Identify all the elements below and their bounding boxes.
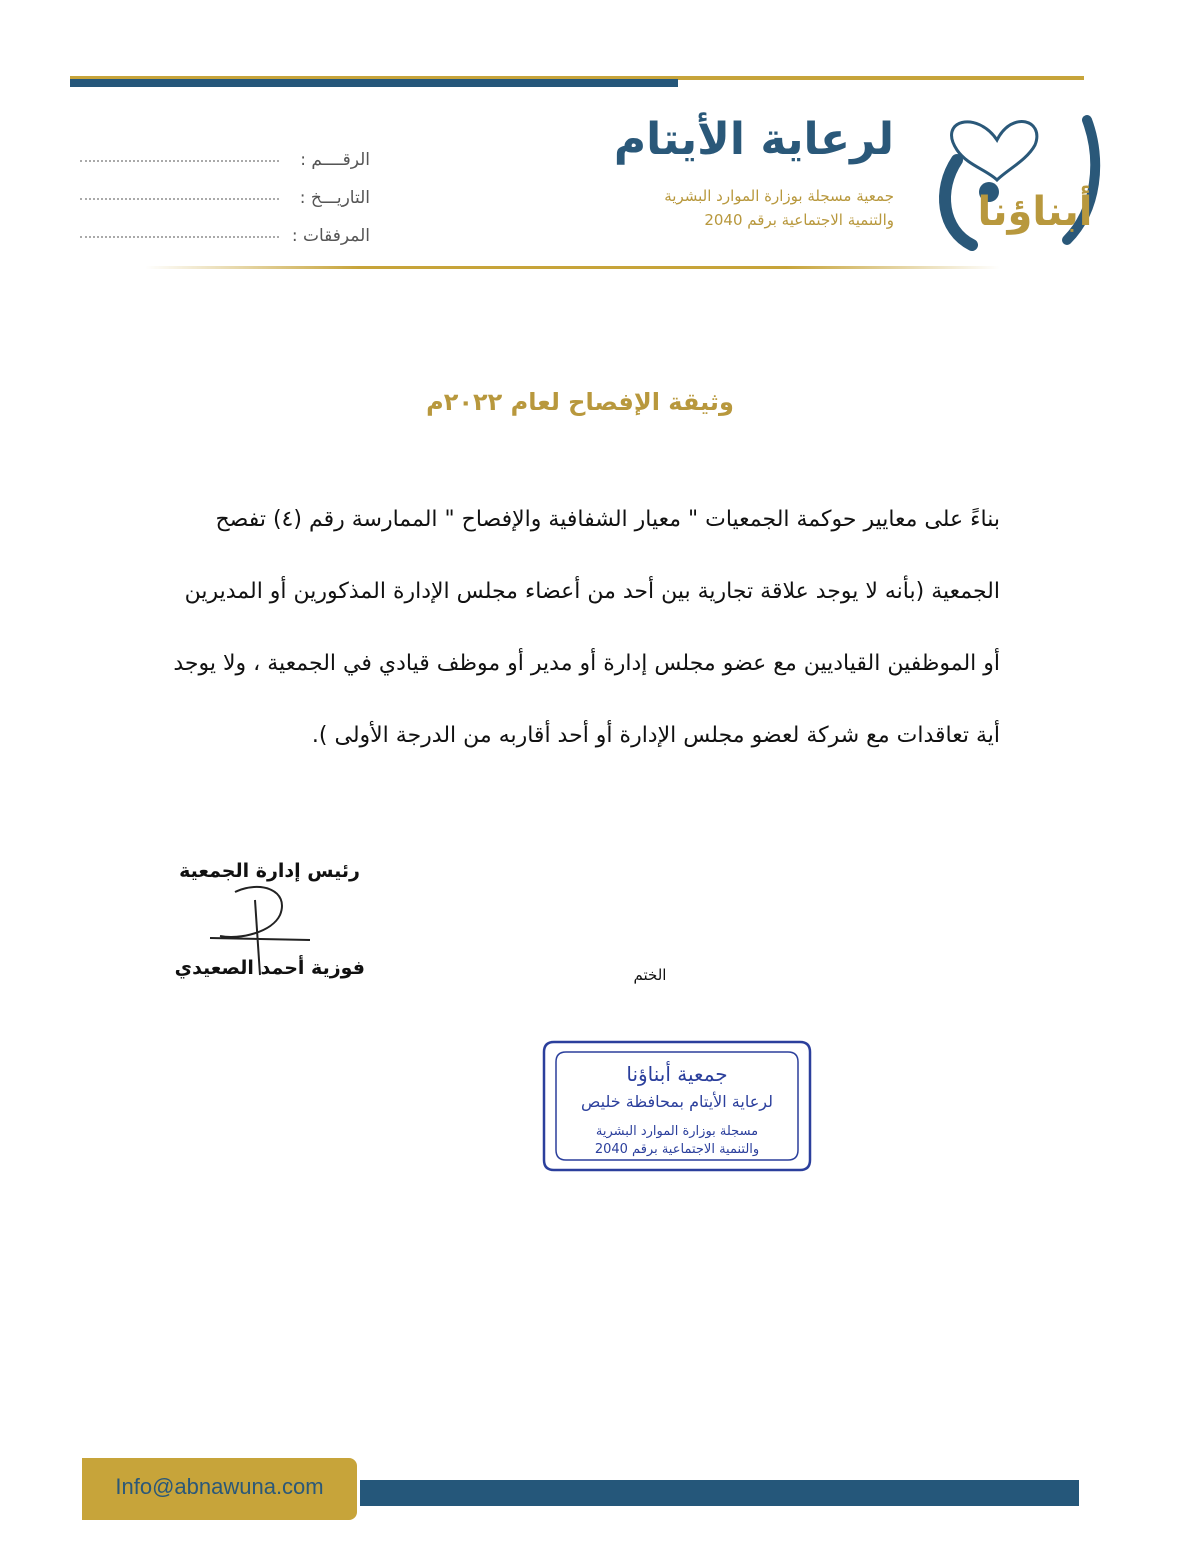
meta-attachments	[80, 208, 370, 246]
org-registration-line-2: والتنمية الاجتماعية برقم 2040	[704, 211, 894, 229]
org-registration-line-1: جمعية مسجلة بوزارة الموارد البشرية	[664, 187, 894, 205]
stamp-text	[534, 1032, 820, 1180]
official-stamp	[534, 1032, 820, 1180]
meta-number-label: الرقــــم :	[300, 150, 370, 170]
stamp-purpose: لرعاية الأيتام بمحافظة خليص	[581, 1092, 773, 1111]
meta-date-field	[80, 198, 279, 200]
top-blue-line	[70, 79, 678, 87]
org-registration	[594, 184, 894, 232]
meta-attachments-label: المرفقات :	[291, 226, 370, 246]
header-divider	[145, 266, 1000, 269]
org-name: لرعاية الأيتام	[613, 114, 894, 165]
stamp-org-name: جمعية أبناؤنا	[626, 1062, 728, 1086]
meta-number	[80, 132, 370, 170]
body-line: أو الموظفين القياديين مع عضو مجلس إدارة أو مدير أو موظف قيادي في الجمعية ، ولا يوجد	[173, 651, 1000, 676]
logo-figure-left	[945, 160, 972, 245]
meta-date-label: التاريـــخ :	[299, 188, 370, 208]
logo-heart-icon	[952, 121, 1037, 180]
body-line: أية تعاقدات مع شركة لعضو مجلس الإدارة أو أحد أقاربه من الدرجة الأولى ).	[311, 723, 1000, 748]
top-decorative-bar	[70, 76, 1084, 90]
signatory-name: فوزية أحمد الصعيدي	[174, 957, 365, 979]
meta-number-field	[80, 160, 279, 162]
stamp-registration-2: والتنمية الاجتماعية برقم 2040	[594, 1142, 760, 1157]
signatory-title: رئيس إدارة الجمعية	[179, 860, 360, 882]
meta-date	[80, 170, 370, 208]
document-body	[173, 484, 1000, 772]
footer-blue-bar	[360, 1480, 1079, 1506]
footer	[82, 1458, 1079, 1520]
logo-text: أبناؤنا	[977, 189, 1093, 235]
footer-email: Info@abnawuna.com	[115, 1474, 324, 1499]
document-title: وثيقة الإفصاح لعام ٢٠٢٢م	[426, 388, 734, 416]
document-meta	[80, 132, 370, 246]
stamp-registration-1: مسجلة بوزارة الموارد البشرية	[595, 1124, 759, 1139]
meta-attachments-field	[80, 236, 279, 238]
abnawuna-logo	[917, 100, 1117, 260]
stamp-label: الختم	[633, 966, 667, 984]
body-line: بناءً على معايير حوكمة الجمعيات " معيار الشفافية والإفصاح " الممارسة رقم (٤) تفصح	[215, 507, 1000, 532]
body-line: الجمعية (بأنه لا يوجد علاقة تجارية بين أحد من أعضاء مجلس الإدارة المذكورين أو المديرين	[184, 579, 1000, 604]
footer-email-box	[82, 1458, 357, 1520]
